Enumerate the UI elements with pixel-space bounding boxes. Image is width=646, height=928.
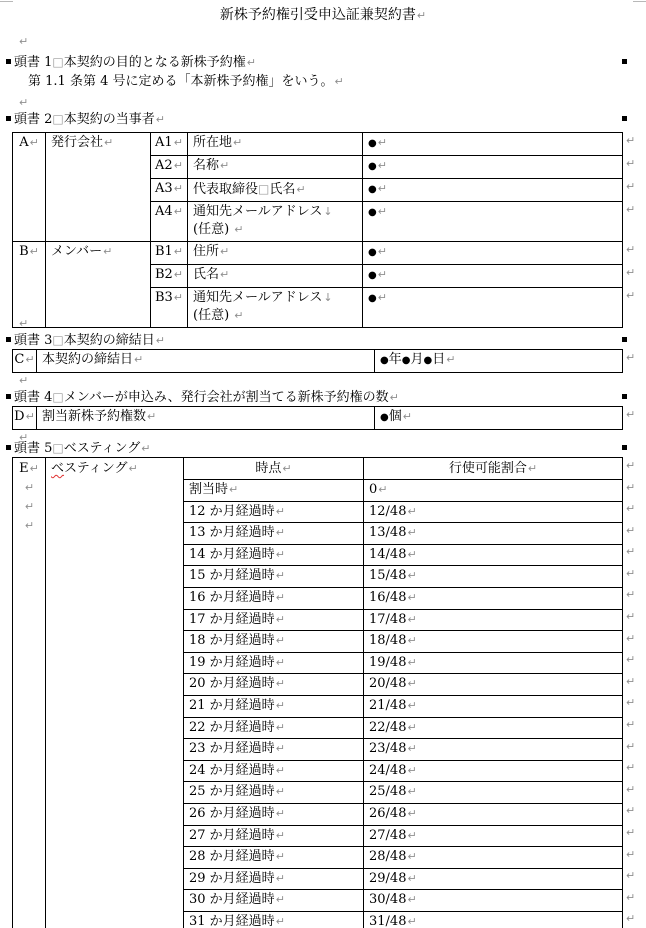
pilcrow-mark: ↵ bbox=[173, 136, 183, 149]
vesting-time-cell: 26 か月経過時↵ bbox=[184, 803, 364, 825]
row-id-cell: A1↵ bbox=[151, 133, 188, 156]
pilcrow-mark: ↵ bbox=[275, 742, 285, 756]
pilcrow-mark: ↵ bbox=[275, 547, 285, 561]
pilcrow-mark: ↵ bbox=[407, 634, 417, 648]
vesting-id-cell: E↵ ↵ ↵ ↵ bbox=[13, 458, 46, 928]
pilcrow-mark: ↵ bbox=[275, 806, 285, 820]
section-heading-5 bbox=[6, 441, 640, 456]
heading-right-square bbox=[622, 394, 627, 399]
row-id-cell: A3↵ bbox=[151, 179, 188, 202]
vesting-ratio-cell: 24/48↵ bbox=[364, 760, 623, 782]
pilcrow-mark: ↵ bbox=[173, 268, 184, 281]
pilcrow-mark: ↵ bbox=[275, 612, 285, 626]
table-row bbox=[13, 242, 623, 265]
row-end-mark: ↵ bbox=[626, 869, 636, 883]
placeholder-dot: ● bbox=[368, 270, 377, 281]
pilcrow-mark: ↵ bbox=[24, 481, 35, 494]
row-end-mark: ↵ bbox=[626, 847, 636, 861]
label-cell: 本契約の締結日↵ bbox=[37, 350, 375, 373]
pilcrow-mark: ↵ bbox=[220, 159, 230, 172]
heading-bullet-square bbox=[6, 116, 11, 121]
table-row bbox=[13, 350, 623, 373]
pilcrow-mark: ↵ bbox=[407, 871, 417, 885]
pilcrow-mark: ↵ bbox=[173, 159, 183, 172]
placeholder-dot: ● bbox=[401, 355, 411, 366]
label-cell: 氏名↵ bbox=[188, 265, 363, 288]
row-end-mark: ↵ bbox=[626, 761, 636, 775]
closing-id-cell: C↵ bbox=[13, 350, 37, 373]
pilcrow-mark: ↵ bbox=[128, 462, 138, 475]
allotment-id-cell: D↵ bbox=[13, 407, 37, 430]
page-corner-mark-right bbox=[633, 1, 646, 6]
vesting-ratio-cell: 23/48↵ bbox=[364, 739, 623, 761]
vesting-time-cell: 27 か月経過時↵ bbox=[184, 825, 364, 847]
pilcrow-mark: ↵ bbox=[389, 391, 399, 404]
pilcrow-mark: ↵ bbox=[402, 410, 412, 423]
pilcrow-mark: ↵ bbox=[19, 96, 29, 109]
pilcrow-mark: ↵ bbox=[275, 893, 285, 907]
allotment-table-wrap bbox=[12, 406, 646, 430]
row-end-mark: ↵ bbox=[626, 502, 636, 516]
label-cell: 通知先メールアドレス↓ (任意) ↵ bbox=[188, 288, 363, 328]
pilcrow-mark: ↵ bbox=[377, 268, 387, 281]
placeholder-dot: ● bbox=[423, 355, 433, 366]
vesting-time-cell: 20 か月経過時↵ bbox=[184, 674, 364, 696]
placeholder-dot: ● bbox=[368, 138, 377, 149]
row-end-mark: ↵ bbox=[626, 523, 636, 537]
vesting-ratio-cell: 21/48↵ bbox=[364, 695, 623, 717]
row-end-mark: ↵ bbox=[626, 179, 636, 193]
label-cell: 所在地↵ bbox=[188, 133, 363, 156]
row-end-mark: ↵ bbox=[626, 566, 636, 580]
vesting-time-cell: 24 か月経過時↵ bbox=[184, 760, 364, 782]
table-row bbox=[13, 407, 623, 430]
section-heading-3 bbox=[6, 333, 640, 348]
vesting-ratio-cell: 30/48↵ bbox=[364, 890, 623, 912]
vesting-ratio-cell: 14/48↵ bbox=[364, 544, 623, 566]
vesting-time-cell: 31 か月経過時↵ bbox=[184, 911, 364, 928]
closing-date-table-wrap bbox=[12, 349, 646, 373]
pilcrow-mark: ↵ bbox=[275, 828, 285, 842]
pilcrow-mark: ↵ bbox=[407, 893, 417, 907]
vesting-time-cell: 18 か月経過時↵ bbox=[184, 631, 364, 653]
pilcrow-mark: ↵ bbox=[275, 785, 285, 799]
label-cell: 住所↵ bbox=[188, 242, 363, 265]
pilcrow-mark: ↵ bbox=[407, 720, 417, 734]
pilcrow-mark: ↵ bbox=[19, 35, 29, 48]
pilcrow-mark: ↵ bbox=[407, 612, 417, 626]
pilcrow-mark: ↵ bbox=[229, 483, 239, 496]
row-end-mark: ↵ bbox=[626, 350, 636, 364]
vesting-ratio-cell: 28/48↵ bbox=[364, 847, 623, 869]
row-end-mark: ↵ bbox=[626, 696, 636, 710]
pilcrow-mark: ↵ bbox=[19, 431, 29, 444]
vesting-ratio-cell: 26/48↵ bbox=[364, 803, 623, 825]
pilcrow-mark: ↵ bbox=[377, 136, 387, 149]
pilcrow-mark: ↵ bbox=[104, 136, 114, 149]
pilcrow-mark: ↵ bbox=[377, 245, 387, 258]
pilcrow-mark: ↵ bbox=[275, 871, 285, 885]
vesting-ratio-cell: 18/48↵ bbox=[364, 631, 623, 653]
pilcrow-mark: ↵ bbox=[173, 205, 183, 218]
page-corner-mark-left bbox=[0, 1, 13, 6]
pilcrow-mark: ↵ bbox=[234, 309, 244, 322]
row-end-mark: ↵ bbox=[626, 480, 636, 494]
fullwidth-space-mark: □ bbox=[52, 112, 64, 126]
vesting-ratio-cell: 15/48↵ bbox=[364, 566, 623, 588]
pilcrow-mark: ↵ bbox=[407, 569, 417, 583]
vesting-time-cell: 25 か月経過時↵ bbox=[184, 782, 364, 804]
pilcrow-mark: ↵ bbox=[407, 655, 417, 669]
vesting-time-cell: 21 か月経過時↵ bbox=[184, 695, 364, 717]
heading-bullet-square bbox=[6, 445, 11, 450]
closing-date-table bbox=[12, 349, 623, 373]
empty-paragraph-mark bbox=[18, 34, 28, 49]
placeholder-dot: ● bbox=[368, 293, 377, 304]
pilcrow-mark: ↵ bbox=[378, 483, 388, 496]
pilcrow-mark: ↵ bbox=[134, 353, 144, 366]
row-end-mark: ↵ bbox=[626, 242, 636, 256]
pilcrow-mark: ↵ bbox=[407, 828, 417, 842]
pilcrow-mark: ↵ bbox=[446, 353, 456, 366]
vesting-time-cell: 13 か月経過時↵ bbox=[184, 523, 364, 545]
row-end-mark: ↵ bbox=[626, 265, 636, 279]
document-title: 新株予約権引受申込証兼契約書 bbox=[219, 7, 416, 23]
party-id-cell: A↵ bbox=[13, 133, 46, 242]
pilcrow-mark: ↵ bbox=[407, 914, 417, 928]
vesting-role-cell: ベスティング↵ bbox=[46, 458, 184, 928]
pilcrow-mark: ↵ bbox=[275, 720, 285, 734]
heading-text: 頭書 5□ベスティング bbox=[14, 441, 141, 456]
label-cell: 名称↵ bbox=[188, 156, 363, 179]
pilcrow-mark: ↵ bbox=[407, 590, 417, 604]
heading-text: 頭書 4□メンバーが申込み、発行会社が割当てる新株予約権の数 bbox=[14, 390, 389, 405]
pilcrow-mark: ↵ bbox=[407, 763, 417, 777]
fullwidth-space-mark: □ bbox=[52, 441, 64, 455]
heading-text: 頭書 2□本契約の当事者 bbox=[14, 112, 155, 127]
vesting-time-cell: 19 か月経過時↵ bbox=[184, 652, 364, 674]
value-cell bbox=[363, 179, 623, 202]
vesting-header-row bbox=[13, 458, 623, 480]
row-end-mark: ↵ bbox=[626, 133, 636, 147]
pilcrow-mark: ↵ bbox=[29, 245, 39, 258]
value-cell bbox=[363, 156, 623, 179]
value-cell bbox=[363, 202, 623, 242]
heading-right-square bbox=[622, 445, 627, 450]
misspelled-text: ベ bbox=[51, 461, 65, 476]
vesting-table bbox=[12, 457, 623, 928]
row-end-mark: ↵ bbox=[626, 890, 636, 904]
value-cell: ●個↵ bbox=[375, 407, 623, 430]
vesting-ratio-cell: 25/48↵ bbox=[364, 782, 623, 804]
pilcrow-mark: ↵ bbox=[141, 442, 151, 455]
row-end-mark: ↵ bbox=[626, 288, 636, 302]
row-end-mark: ↵ bbox=[626, 156, 636, 170]
pilcrow-mark: ↵ bbox=[155, 113, 165, 126]
section-heading-2 bbox=[6, 112, 640, 127]
pilcrow-mark: ↵ bbox=[275, 655, 285, 669]
row-end-mark: ↵ bbox=[626, 912, 636, 926]
vesting-ratio-cell: 29/48↵ bbox=[364, 868, 623, 890]
pilcrow-mark: ↵ bbox=[275, 590, 285, 604]
vesting-ratio-cell: 0↵ bbox=[364, 480, 623, 502]
fullwidth-space-mark: □ bbox=[258, 182, 270, 196]
vesting-ratio-cell: 22/48↵ bbox=[364, 717, 623, 739]
heading-bullet-square bbox=[6, 337, 11, 342]
party-id-cell: B↵ bbox=[13, 242, 46, 328]
row-end-mark: ↵ bbox=[626, 610, 636, 624]
pilcrow-mark: ↵ bbox=[377, 182, 387, 195]
pilcrow-mark: ↵ bbox=[19, 317, 29, 330]
pilcrow-mark: ↵ bbox=[407, 785, 417, 799]
value-cell: ●年●月●日↵ bbox=[375, 350, 623, 373]
vesting-time-cell: 14 か月経過時↵ bbox=[184, 544, 364, 566]
row-end-mark: ↵ bbox=[626, 653, 636, 667]
vesting-ratio-cell: 27/48↵ bbox=[364, 825, 623, 847]
fullwidth-space-mark: □ bbox=[52, 333, 64, 347]
placeholder-dot: ● bbox=[380, 412, 389, 423]
pilcrow-mark: ↵ bbox=[407, 698, 417, 712]
pilcrow-mark: ↵ bbox=[24, 500, 35, 513]
heading-right-square bbox=[622, 337, 627, 342]
vesting-time-cell: 29 か月経過時↵ bbox=[184, 868, 364, 890]
heading-right-square bbox=[622, 59, 627, 64]
body-text: 第 1.1 条第 4 号に定める「本新株予約権」をいう。 bbox=[28, 74, 334, 89]
pilcrow-mark: ↵ bbox=[275, 504, 285, 518]
parties-table bbox=[12, 132, 623, 328]
row-id-cell: B3↵ bbox=[151, 288, 188, 328]
pilcrow-mark: ↵ bbox=[147, 410, 157, 423]
pilcrow-mark: ↵ bbox=[377, 159, 387, 172]
pilcrow-mark: ↵ bbox=[25, 353, 35, 366]
value-cell bbox=[363, 265, 623, 288]
document-title-line bbox=[0, 8, 646, 23]
vesting-ratio-cell: 19/48↵ bbox=[364, 652, 623, 674]
row-end-mark: ↵ bbox=[626, 458, 636, 472]
row-end-mark: ↵ bbox=[626, 804, 636, 818]
value-cell bbox=[363, 242, 623, 265]
vesting-time-cell: 15 か月経過時↵ bbox=[184, 566, 364, 588]
row-id-cell: B1↵ bbox=[151, 242, 188, 265]
label-cell: 割当新株予約権数↵ bbox=[37, 407, 375, 430]
pilcrow-mark: ↵ bbox=[377, 291, 387, 304]
pilcrow-mark: ↵ bbox=[173, 245, 184, 258]
pilcrow-mark: ↵ bbox=[407, 806, 417, 820]
pilcrow-mark: ↵ bbox=[275, 850, 285, 864]
section-1-body bbox=[28, 74, 646, 89]
row-end-mark: ↵ bbox=[626, 782, 636, 796]
party-role-cell: 発行会社↵ bbox=[46, 133, 151, 242]
value-cell bbox=[363, 288, 623, 328]
placeholder-dot: ● bbox=[368, 161, 377, 172]
vesting-time-cell: 30 か月経過時↵ bbox=[184, 890, 364, 912]
row-id-cell: A2↵ bbox=[151, 156, 188, 179]
pilcrow-mark: ↵ bbox=[155, 334, 165, 347]
vesting-ratio-cell: 17/48↵ bbox=[364, 609, 623, 631]
pilcrow-mark: ↵ bbox=[103, 245, 113, 258]
pilcrow-mark: ↵ bbox=[296, 183, 306, 196]
heading-right-square bbox=[622, 116, 627, 121]
pilcrow-mark: ↵ bbox=[25, 410, 35, 423]
allotment-table bbox=[12, 406, 623, 430]
pilcrow-mark: ↵ bbox=[334, 75, 344, 88]
vesting-time-cell: 割当時↵ bbox=[184, 480, 364, 502]
heading-text: 頭書 1□本契約の目的となる新株予約権 bbox=[14, 55, 246, 70]
section-heading-1 bbox=[6, 55, 640, 70]
placeholder-dot: ● bbox=[368, 247, 377, 258]
parties-table-wrap bbox=[12, 132, 646, 328]
vesting-time-cell: 17 か月経過時↵ bbox=[184, 609, 364, 631]
section-heading-4 bbox=[6, 390, 640, 405]
pilcrow-mark: ↵ bbox=[275, 914, 285, 928]
pilcrow-mark: ↵ bbox=[173, 182, 183, 195]
vesting-time-cell: 16 か月経過時↵ bbox=[184, 587, 364, 609]
pilcrow-mark: ↵ bbox=[29, 462, 39, 475]
fullwidth-space-mark: □ bbox=[52, 390, 64, 404]
pilcrow-mark: ↵ bbox=[407, 547, 417, 561]
placeholder-dot: ● bbox=[380, 355, 389, 366]
row-end-mark: ↵ bbox=[626, 739, 636, 753]
heading-bullet-square bbox=[6, 394, 11, 399]
heading-bullet-square bbox=[6, 59, 11, 64]
placeholder-dot: ● bbox=[368, 184, 377, 195]
vesting-ratio-cell: 16/48↵ bbox=[364, 587, 623, 609]
vesting-ratio-cell: 31/48↵ bbox=[364, 911, 623, 928]
vesting-ratio-cell: 13/48↵ bbox=[364, 523, 623, 545]
row-id-cell: A4↵ bbox=[151, 202, 188, 242]
row-end-mark: ↵ bbox=[626, 202, 636, 216]
pilcrow-mark: ↵ bbox=[275, 634, 285, 648]
linebreak-mark: ↓ bbox=[323, 291, 333, 304]
pilcrow-mark: ↵ bbox=[416, 9, 427, 22]
empty-paragraph-mark bbox=[18, 316, 28, 331]
pilcrow-mark: ↵ bbox=[282, 462, 292, 475]
pilcrow-mark: ↵ bbox=[275, 763, 285, 777]
row-end-mark: ↵ bbox=[626, 545, 636, 559]
row-end-mark: ↵ bbox=[626, 407, 636, 421]
pilcrow-mark: ↵ bbox=[19, 374, 29, 387]
pilcrow-mark: ↵ bbox=[220, 268, 230, 281]
pilcrow-mark: ↵ bbox=[275, 526, 285, 540]
pilcrow-mark: ↵ bbox=[24, 519, 35, 532]
pilcrow-mark: ↵ bbox=[234, 223, 244, 236]
vesting-time-cell: 23 か月経過時↵ bbox=[184, 739, 364, 761]
vesting-time-header: 時点↵ bbox=[184, 458, 364, 480]
pilcrow-mark: ↵ bbox=[173, 291, 184, 304]
placeholder-dot: ● bbox=[368, 207, 377, 218]
label-cell: 代表取締役□氏名↵ bbox=[188, 179, 363, 202]
fullwidth-space-mark: □ bbox=[52, 55, 64, 69]
table-row bbox=[13, 133, 623, 156]
pilcrow-mark: ↵ bbox=[407, 850, 417, 864]
pilcrow-mark: ↵ bbox=[275, 569, 285, 583]
vesting-time-cell: 12 か月経過時↵ bbox=[184, 501, 364, 523]
linebreak-mark: ↓ bbox=[323, 205, 333, 218]
pilcrow-mark: ↵ bbox=[377, 205, 387, 218]
row-end-mark: ↵ bbox=[626, 826, 636, 839]
pilcrow-mark: ↵ bbox=[407, 526, 417, 540]
vesting-ratio-cell: 12/48↵ bbox=[364, 501, 623, 523]
row-end-mark: ↵ bbox=[626, 631, 636, 645]
vesting-table-wrap bbox=[12, 457, 646, 928]
empty-paragraph-mark bbox=[18, 373, 28, 388]
heading-text: 頭書 3□本契約の締結日 bbox=[14, 333, 155, 348]
value-cell bbox=[363, 133, 623, 156]
pilcrow-mark: ↵ bbox=[246, 56, 256, 69]
vesting-time-cell: 28 か月経過時↵ bbox=[184, 847, 364, 869]
row-end-mark: ↵ bbox=[626, 588, 636, 602]
pilcrow-mark: ↵ bbox=[275, 698, 285, 712]
row-end-mark: ↵ bbox=[626, 674, 636, 688]
party-role-cell: メンバー↵ bbox=[46, 242, 151, 328]
label-cell: 通知先メールアドレス↓ (任意) ↵ bbox=[188, 202, 363, 242]
pilcrow-mark: ↵ bbox=[275, 677, 285, 691]
pilcrow-mark: ↵ bbox=[407, 504, 417, 518]
empty-paragraph-mark bbox=[18, 95, 28, 110]
pilcrow-mark: ↵ bbox=[407, 742, 417, 756]
pilcrow-mark: ↵ bbox=[29, 136, 39, 149]
vesting-time-cell: 22 か月経過時↵ bbox=[184, 717, 364, 739]
pilcrow-mark: ↵ bbox=[527, 462, 538, 475]
vesting-ratio-header: 行使可能割合↵ bbox=[364, 458, 623, 480]
pilcrow-mark: ↵ bbox=[407, 677, 417, 691]
pilcrow-mark: ↵ bbox=[220, 245, 230, 258]
row-id-cell: B2↵ bbox=[151, 265, 188, 288]
row-end-mark: ↵ bbox=[626, 718, 636, 732]
pilcrow-mark: ↵ bbox=[233, 136, 243, 149]
vesting-ratio-cell: 20/48↵ bbox=[364, 674, 623, 696]
